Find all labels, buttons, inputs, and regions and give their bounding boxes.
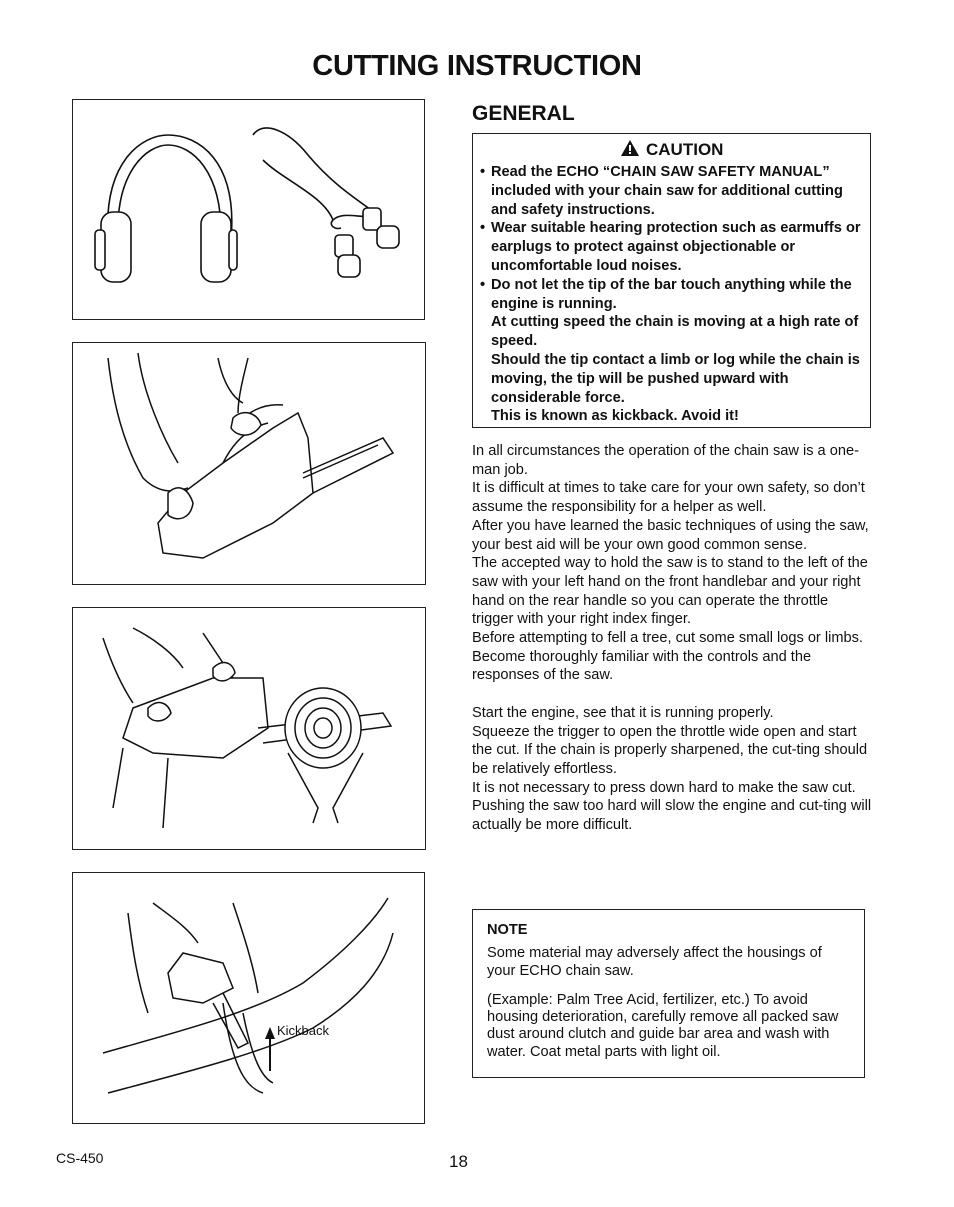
body-paragraph: Become thoroughly familiar with the controls and the responses of the saw. — [472, 648, 812, 684]
body-paragraph: It is not necessary to press down hard to make the saw cut. — [472, 779, 856, 796]
body-paragraph: The accepted way to hold the saw is to stand to the left of the saw with your left hand on the front handlebar and your right hand on the rear handle so you can operate the throttle trigger with your right index finger. — [472, 555, 868, 628]
chainsaw-grip-illustration — [73, 343, 425, 584]
hearing-protection-figure — [72, 99, 425, 320]
caution-heading-text: CAUTION — [646, 140, 724, 159]
kickback-label: Kickback — [277, 1023, 330, 1038]
caution-item-text: • Wear suitable hearing protection such as earmuffs or earplugs to protect against objectionable or uncomfortable loud noises. — [491, 220, 861, 274]
note-paragraph: (Example: Palm Tree Acid, fertilizer, etc.) To avoid housing deterioration, carefully remove all packed saw dust around clutch and guide bar area and wash with water. Coat metal parts with light oil. — [487, 991, 839, 1060]
note-box — [472, 909, 865, 1078]
caution-heading — [621, 140, 723, 160]
caution-box — [472, 133, 871, 428]
caution-list — [480, 163, 866, 426]
caution-item — [480, 163, 866, 219]
holding-saw-figure — [72, 342, 426, 585]
section-title: GENERAL — [472, 102, 575, 125]
body-paragraph: Start the engine, see that it is running properly. — [472, 704, 774, 721]
body-paragraph: Before attempting to fell a tree, cut some small logs or limbs. — [472, 630, 863, 647]
earmuffs-earplugs-illustration — [73, 100, 424, 319]
note-paragraph: Some material may adversely affect the housings of your ECHO chain saw. — [487, 945, 822, 979]
page-title: CUTTING INSTRUCTION — [312, 50, 642, 82]
model-number: CS-450 — [56, 1150, 104, 1166]
body-paragraph: In all circumstances the operation of the chain saw is a one-man job. — [472, 443, 859, 478]
body-paragraph: After you have learned the basic techniques of using the saw, your best aid will be your own good common sense. — [472, 517, 869, 553]
body-paragraph: Squeeze the trigger to open the throttle wide open and start the cut. If the chain is properly sharpened, the cut-ting should be relatively effortless. — [472, 723, 868, 777]
caution-item-text: At cutting speed the chain is moving at a high rate of speed. — [491, 314, 859, 350]
paragraph-gap — [472, 685, 872, 704]
kickback-figure — [72, 872, 425, 1124]
page-number: 18 — [449, 1152, 468, 1171]
caution-item — [480, 219, 866, 275]
caution-item-text: This is known as kickback. Avoid it! — [491, 408, 739, 425]
note-heading: NOTE — [487, 922, 528, 938]
kickback-illustration — [73, 873, 424, 1123]
arrow-head-icon — [265, 1027, 275, 1039]
body-paragraph: It is difficult at times to take care for your own safety, so don’t assume the responsibility for a helper as well. — [472, 480, 865, 516]
body-text — [472, 442, 872, 835]
cutting-log-figure — [72, 607, 426, 850]
body-paragraph: Pushing the saw too hard will slow the engine and cut-ting will actually be more difficult. — [472, 798, 872, 834]
caution-item-text: Should the tip contact a limb or log while the chain is moving, the tip will be pushed upward with considerable force. — [491, 351, 860, 406]
log-cutting-illustration — [73, 608, 425, 849]
caution-item-text: • Read the ECHO “CHAIN SAW SAFETY MANUAL” included with your chain saw for additional cutting and safety instructions. — [491, 164, 843, 218]
warning-triangle-icon — [621, 140, 639, 156]
caution-item — [480, 276, 866, 426]
caution-item-text: • Do not let the tip of the bar touch anything while the engine is running. — [491, 276, 852, 312]
